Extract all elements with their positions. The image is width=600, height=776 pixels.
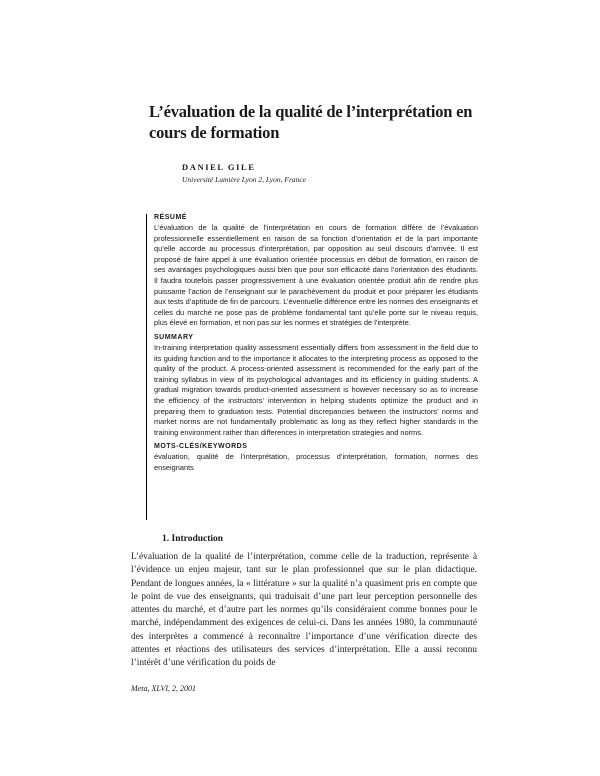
abstract-block xyxy=(146,214,478,520)
author-name: DANIEL GILE xyxy=(182,162,256,172)
resume-text: L’évaluation de la qualité de l’interprétation en cours de formation diffère de l’évaluation professionnelle essentiellement en raison de sa fonction d’orientation et de la part importante qu’elle accorde au processus d’interprétation, par opposition au seul discours d’arrivée. Il est proposé de faire appel à une évaluation orientée processus en début de formation, en raison de ses avantages psychologiques aussi bien que pour son efficacité dans l’orientation des étudiants. Il faudra toutefois passer progressivement à une évaluation orientée produit afin de rendre plus puissante l’action de l’enseignant sur le parachèvement du produit et pour préparer les étudiants aux tests d’aptitude de fin de parcours. L’éventuelle différence entre les normes des enseignants et celles du marché ne pose pas de problème fondamental tant qu’elle porte sur le niveau requis, plus élevé en formation, et non pas sur les normes et stratégies de l’interprète. xyxy=(154,223,478,328)
resume-heading: RÉSUMÉ xyxy=(154,214,187,221)
article-title: L’évaluation de la qualité de l’interprétation en cours de formation xyxy=(149,102,473,142)
introduction-paragraph: L’évaluation de la qualité de l’interprétation, comme celle de la traduction, représente à l’évidence un enjeu majeur, tant sur le plan professionnel que sur le plan didactique. Pendant de longues années, la « littérature » sur la qualité n’a quasiment pris en compte que le point de vue des enseignants, qui traduisait d’une part leur perception personnelle des attentes du marché, et d’autre part les normes qu’ils considéraient comme bonnes pour le marché, indépendamment des exigences de celui-ci. Dans les années 1980, la communauté des interprètes a commencé à reconnaître l’importance d’une vérification directe des attentes et réactions des utilisateurs des services d’interprétation. Elle a aussi reconnu l’intérêt d’une vérification du poids de xyxy=(131,552,477,669)
keywords-text: évaluation, qualité de l’interprétation, processus d’interprétation, formation, normes des enseignants xyxy=(154,452,478,472)
journal-citation: Meta, XLVI, 2, 2001 xyxy=(131,684,197,693)
keywords-heading: MOTS-CLÉS/KEYWORDS xyxy=(154,443,248,451)
abstract-content xyxy=(154,214,478,478)
section-heading-introduction: 1. Introduction xyxy=(162,534,224,544)
summary-text: In-training interpretation quality assessment essentially differs from assessment in the field due to its guiding function and to the importance it allocates to the interpreting process as opposed to the quality of the product. A process-oriented assessment is recommended for the early part of the training syllabus in view of its psychological advantages and its efficiency in guiding students. A gradual migration towards product-oriented assessment is however necessary so as to increase the efficiency of the instructors’ intervention in helping students optimize the product and in preparing them to graduation tests. Potential discrepancies between the instructors’ norms and market norms are not fundamentally problematic as long as they reflect higher standards in the training environment rather than differences in interpretation strategies and norms. xyxy=(154,342,478,437)
summary-heading: SUMMARY xyxy=(154,333,194,341)
author-affiliation: Université Lumière Lyon 2, Lyon, France xyxy=(182,175,307,184)
